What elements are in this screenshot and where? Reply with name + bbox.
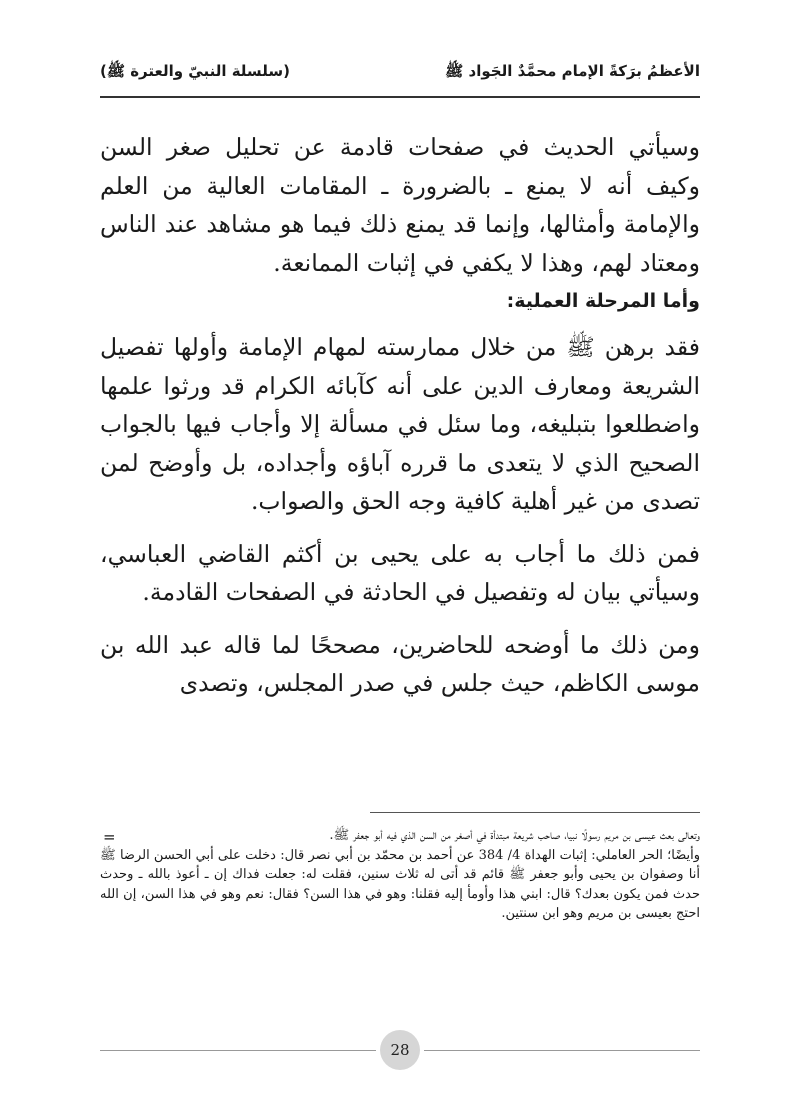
header-book-title: الأعظمُ برَكةً الإمام محمَّدٌ الجَواد ﷺ xyxy=(445,62,700,80)
footnote-line: وأيضًا؛ الحر العاملي: إثبات الهداة 4/ 384 عن أحمد بن محمّد بن أبي نصر قال: دخلت على أبي الحسن الرضا ﷺ أنا وصفوان بن يحيى وأبو جعفر ﷺ قائم قد أتى له ثلاث سنين، فقلت له: جعلت فداك إن ـ أعوذ بالله ـ وحدث حدث فمن يكون بعدك؟ قال: ابني هذا وأومأ إليه فقلنا: وهو في هذا السن؟ فقال: نعم وهو في هذا السن، إن الله احتج بعيسى بن مريم وهو ابن سنتين. xyxy=(100,847,701,921)
footnote-line: وتعالى بعث عيسى بن مريم رسولًا نبيا، صاحب شريعة مبتدأة في أصغر من السن الذي فيه أبو جعفر ﷺ. xyxy=(329,828,700,843)
section-subheading: وأما المرحلة العملية: xyxy=(506,290,700,312)
paragraph-3: فمن ذلك ما أجاب به على يحيى بن أكثم القاضي العباسي، وسيأتي بيان له وتفصيل في الحادثة في الصفحات القادمة. xyxy=(100,539,700,606)
main-text xyxy=(100,128,700,703)
paragraph-4: ومن ذلك ما أوضحه للحاضرين، مصححًا لما قاله عبد الله بن موسى الكاظم، حيث جلس في صدر المجلس، وتصدى xyxy=(100,630,700,697)
paragraph-2: فقد برهن ﷺ من خلال ممارسته لمهام الإمامة وأولها تفصيل الشريعة ومعارف الدين على أنه كآبائه الكرام قد ورثوا علمها واضطلعوا بتبليغه، وما سئل في مسألة إلا وأجاب فيها بالجواب الصحيح الذي لا يتعدى ما قرره آباؤه وأجداده، بل وأوضح لمن تصدى من غير أهلية كافية وجه الحق والصواب. xyxy=(100,333,700,515)
page-number-rule-left xyxy=(100,1050,376,1051)
footnotes xyxy=(100,826,700,924)
footnote-continuation-marker: = xyxy=(103,828,116,846)
page-number-rule-right xyxy=(424,1050,700,1051)
page-number: 28 xyxy=(380,1030,420,1070)
running-header xyxy=(100,58,700,88)
footnote-divider xyxy=(370,812,700,813)
header-series-title: (سلسلة النبيّ والعترة ﷺ) xyxy=(100,62,290,80)
paragraph-1: وسيأتي الحديث في صفحات قادمة عن تحليل صغر السن وكيف أنه لا يمنع ـ بالضرورة ـ المقامات العالية من العلم والإمامة وأمثالها، وإنما قد يمنع ذلك فيما هو مشاهد عند الناس ومعتاد لهم، وهذا لا يكفي في إثبات الممانعة. xyxy=(100,133,700,277)
header-divider xyxy=(100,96,700,98)
